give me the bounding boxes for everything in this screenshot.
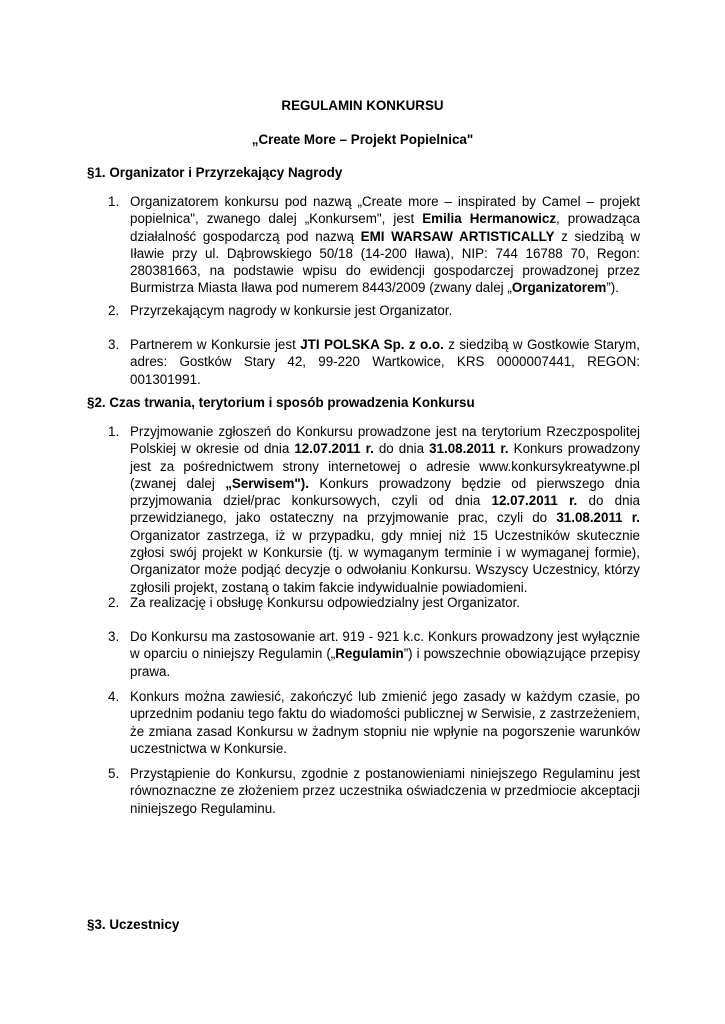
paragraph-2-4 — [108, 688, 640, 757]
paragraph-text: Za realizację i obsługę Konkursu odpowiedzialny jest Organizator. — [130, 595, 521, 610]
paragraph-2-1 — [108, 423, 640, 596]
paragraph-number: 3. — [108, 337, 120, 352]
paragraph-text: Przyrzekającym nagrody w konkursie jest Organizator. — [130, 303, 453, 318]
paragraph-1-3 — [108, 336, 640, 388]
paragraph-text: Przyjmowanie zgłoszeń do Konkursu prowadzone jest na terytorium Rzeczpospolitej Polskiej w okresie od dnia 12.07.2011 r. do dnia 31.08.2011 r. Konkurs prowadzony jest za pośrednictwem strony internetowej o adresie www.konkursykreatywne.pl (zwanej dalej „Serwisem"). Konkurs prowadzony będzie od pierwszego dnia przyjmowania dzieł/prac konkursowych, czyli od dnia 12.07.2011 r. do dnia przewidzianego, jako ostateczny na przyjmowanie prac, czyli do 31.08.2011 r. Organizator zastrzega, iż w przypadku, gdy mniej niż 15 Uczestników skutecznie zgłosi swój projekt w Konkursie (tj. w wymaganym terminie i w wymaganej formie), Organizator może podjąć decyzje o odwołaniu Konkursu. Wszyscy Uczestnicy, którzy zgłosili projekt, zostaną o takim fakcie indywidualnie powiadomieni. — [130, 424, 640, 595]
paragraph-number: 1. — [108, 194, 120, 209]
section-heading-3: §3. Uczestnicy — [87, 917, 180, 932]
paragraph-2-3 — [108, 628, 640, 680]
paragraph-text: Do Konkursu ma zastosowanie art. 919 - 921 k.c. Konkurs prowadzony jest wyłącznie w oparciu o niniejszy Regulamin („Regulamin”) i powszechnie obowiązujące przepisy prawa. — [130, 629, 640, 679]
paragraph-2-2 — [108, 594, 640, 611]
paragraph-number: 3. — [108, 629, 120, 644]
paragraph-text: Partnerem w Konkursie jest JTI POLSKA Sp. z o.o. z siedzibą w Gostkowie Starym, adres: Gostków Stary 42, 99-220 Wartkowice, KRS 0000007441, REGON: 001301991. — [130, 337, 640, 387]
paragraph-2-5 — [108, 765, 640, 817]
paragraph-number: 2. — [108, 303, 120, 318]
paragraph-number: 2. — [108, 595, 120, 610]
paragraph-number: 5. — [108, 766, 120, 781]
document-title: REGULAMIN KONKURSU — [281, 98, 444, 113]
paragraph-text: Konkurs można zawiesić, zakończyć lub zmienić jego zasady w każdym czasie, po uprzednim podaniu tego faktu do wiadomości publicznej w Serwisie, z zastrzeżeniem, że zmiana zasad Konkursu w żadnym stopniu nie wpłynie na pogorszenie warunków uczestnictwa w Konkursie. — [130, 689, 640, 756]
paragraph-1-2 — [108, 302, 640, 319]
paragraph-number: 1. — [108, 424, 120, 439]
paragraph-1-1 — [108, 193, 640, 297]
document-subtitle: „Create More – Projekt Popielnica" — [251, 132, 474, 147]
paragraph-text: Przystąpienie do Konkursu, zgodnie z postanowieniami niniejszego Regulaminu jest równoznaczne ze złożeniem przez uczestnika oświadczenia w przedmiocie akceptacji niniejszego Regulaminu. — [130, 766, 640, 816]
section-heading-1: §1. Organizator i Przyrzekający Nagrody — [87, 165, 343, 180]
paragraph-text: Organizatorem konkursu pod nazwą „Create more – inspirated by Camel – projekt popielnica", zwanego dalej „Konkursem", jest Emilia Hermanowicz, prowadząca działalność gospodarczą pod nazwą EMI WARSAW ARTISTICALLY z siedzibą w Iławie przy ul. Dąbrowskiego 50/18 (14-200 Iława), NIP: 744 16788 70, Regon: 280381663, na podstawie wpisu do ewidencji gospodarczej prowadzonej przez Burmistrza Miasta Iława pod numerem 8443/2009 (zwany dalej „Organizatorem”). — [130, 194, 640, 296]
paragraph-number: 4. — [108, 689, 120, 704]
section-heading-2: §2. Czas trwania, terytorium i sposób prowadzenia Konkursu — [87, 395, 475, 410]
